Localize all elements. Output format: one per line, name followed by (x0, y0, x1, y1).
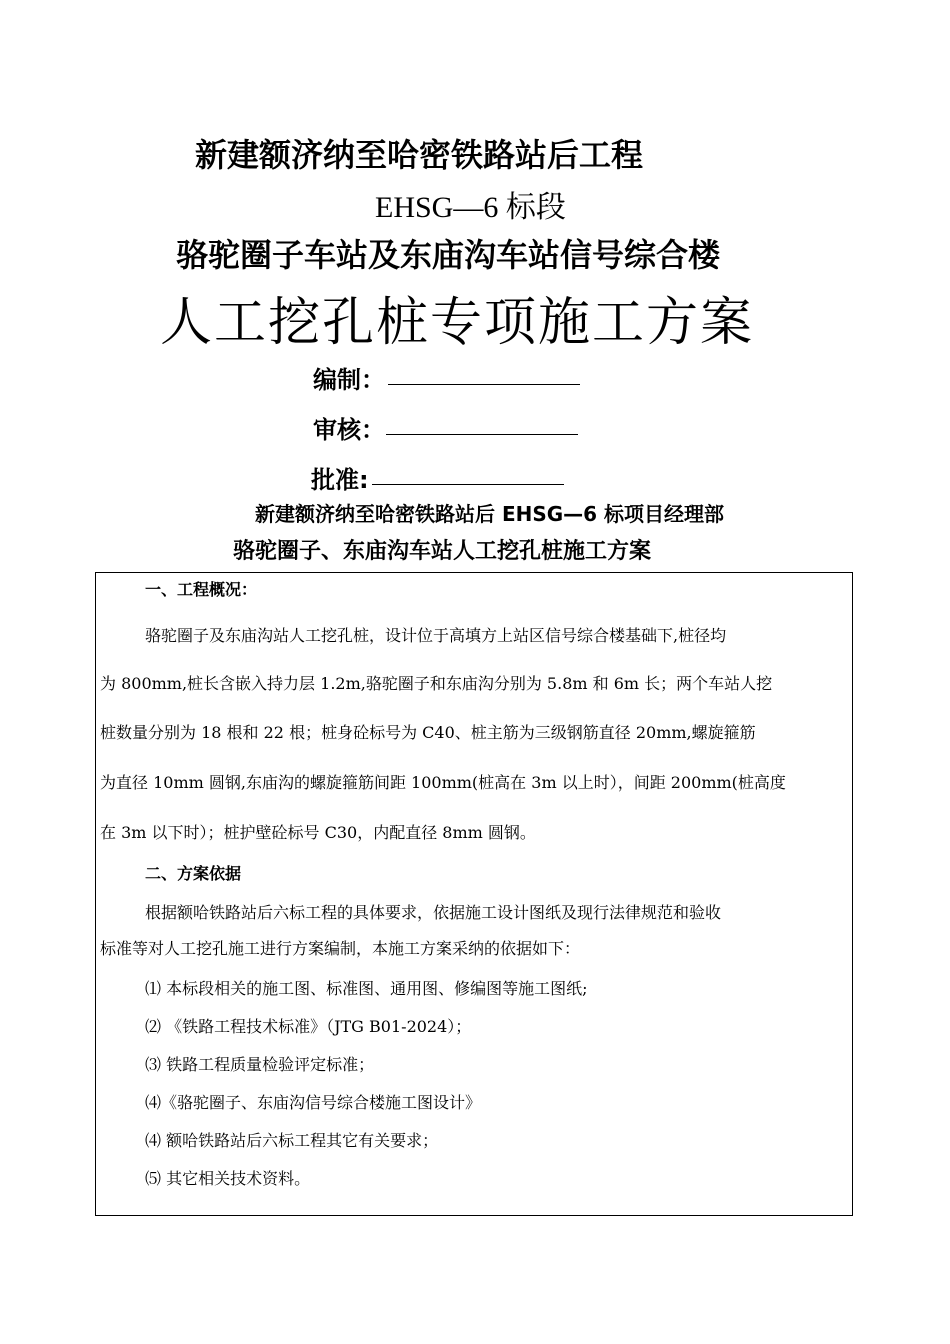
section2-heading: 二、方案依据 (145, 864, 242, 883)
content-box (95, 572, 853, 1216)
cover-title-line3: 骆驼圈子车站及东庙沟车站信号综合楼 (176, 236, 721, 274)
section1-line: 为直径 10mm 圆钢,东庙沟的螺旋箍筋间距 100mm(桩高在 3m 以上时），间距 200mm(桩高度 (100, 773, 786, 792)
cover-title-line1: 新建额济纳至哈密铁路站后工程 (195, 136, 644, 174)
basis-item: ⑸ 其它相关技术资料。 (145, 1169, 311, 1188)
basis-item: ⑷《骆驼圈子、东庙沟信号综合楼施工图设计》 (145, 1093, 482, 1112)
section1-line: 骆驼圈子及东庙沟站人工挖孔桩，设计位于高填方上站区信号综合楼基础下,桩径均 (145, 626, 727, 645)
basis-item: ⑵ 《铁路工程技术标准》（JTG B01-2024）； (145, 1017, 472, 1036)
sign-approve-label: 批准: (311, 466, 369, 494)
org-name: 新建额济纳至哈密铁路站后 EHSG—6 标项目经理部 (255, 502, 725, 526)
basis-item: ⑴ 本标段相关的施工图、标准图、通用图、修编图等施工图纸; (145, 979, 588, 998)
section1-line: 桩数量分别为 18 根和 22 根；桩身砼标号为 C40、桩主筋为三级钢筋直径 20mm,螺旋箍筋 (100, 723, 756, 742)
sign-review-line (386, 434, 578, 435)
sign-review-label: 审核： (313, 416, 385, 444)
sign-compile-line (388, 384, 580, 385)
basis-item: ⑶ 铁路工程质量检验评定标准； (145, 1055, 375, 1074)
doc-title: 骆驼圈子、东庙沟车站人工挖孔桩施工方案 (233, 539, 652, 564)
sign-compile-label: 编制： (313, 366, 385, 394)
section2-line: 根据额哈铁路站后六标工程的具体要求，依据施工设计图纸及现行法律规范和验收 (145, 903, 722, 922)
section1-heading: 一、工程概况： (145, 580, 258, 599)
basis-item: ⑷ 额哈铁路站后六标工程其它有关要求； (145, 1131, 439, 1150)
section1-line: 在 3m 以下时）；桩护壁砼标号 C30，内配直径 8mm 圆钢。 (100, 823, 536, 842)
section2-line: 标准等对人工挖孔施工进行方案编制，本施工方案采纳的依据如下： (100, 939, 581, 958)
cover-title-line2: EHSG—6 标段 (375, 191, 566, 224)
section1-line: 为 800mm,桩长含嵌入持力层 1.2m,骆驼圈子和东庙沟分别为 5.8m 和 6m 长；两个车站人挖 (100, 674, 773, 693)
sign-approve-line (372, 484, 564, 485)
main-title: 人工挖孔桩专项施工方案 (160, 293, 755, 353)
